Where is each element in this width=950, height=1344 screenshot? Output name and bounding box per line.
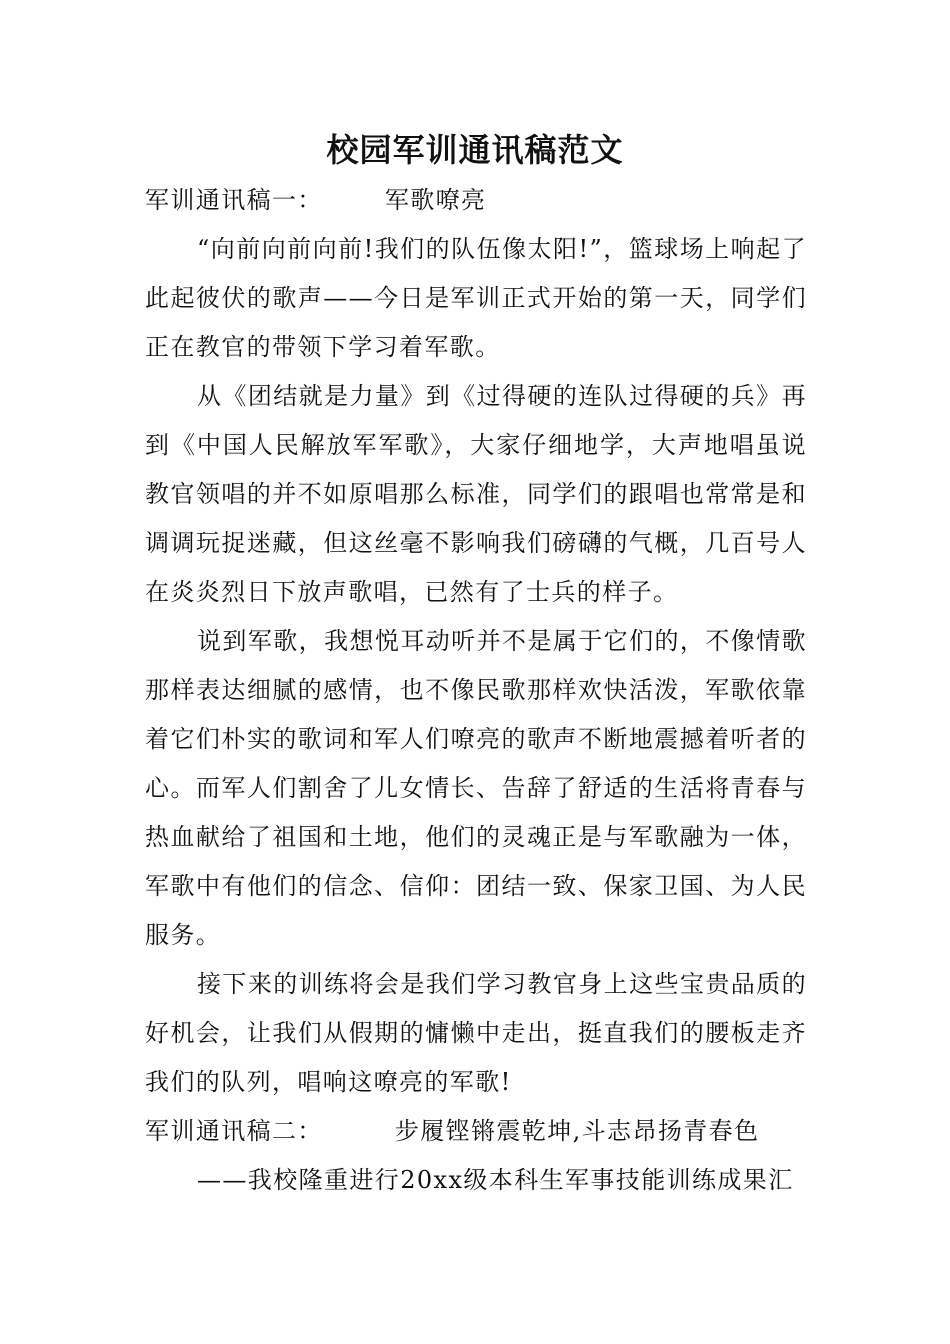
section-two-title: 步履铿锵震乾坤,斗志昂扬青春色 [394, 1117, 760, 1145]
section-one-title: 军歌嘹亮 [384, 186, 487, 214]
document-body [145, 176, 807, 1205]
section-two-subtitle: ——我校隆重进行20xx级本科生军事技能训练成果汇 [197, 1166, 794, 1194]
paragraph-2: 从《团结就是力量》到《过得硬的连队过得硬的兵》再到《中国人民解放军军歌》，大家仔细地学，大声地唱虽说教官领唱的并不如原唱那么标准，同学们的跟唱也常常是和调调玩捉迷藏，但这丝毫不影响我们磅礴的气概，几百号人在炎炎烈日下放声歌唱，已然有了士兵的样子。 [145, 382, 807, 606]
document-title: 校园军训通讯稿范文 [326, 131, 624, 169]
paragraph-1: “向前向前向前!我们的队伍像太阳!”，篮球场上响起了此起彼伏的歌声——今日是军训正式开始的第一天，同学们正在教官的带领下学习着军歌。 [145, 235, 807, 361]
section-two-heading-line [145, 1107, 807, 1156]
section-one-label: 军训通讯稿一： [145, 186, 323, 214]
section-one-heading-line [145, 176, 807, 225]
paragraph-4: 接下来的训练将会是我们学习教官身上这些宝贵品质的好机会，让我们从假期的慵懒中走出，挺直我们的腰板走齐我们的队列，唱响这嘹亮的军歌! [145, 970, 807, 1096]
paragraph-3: 说到军歌，我想悦耳动听并不是属于它们的，不像情歌那样表达细腻的感情，也不像民歌那样欢快活泼，军歌依靠着它们朴实的歌词和军人们嘹亮的歌声不断地震撼着听者的心。而军人们割舍了儿女情长、告辞了舒适的生活将青春与热血献给了祖国和土地，他们的灵魂正是与军歌融为一体，军歌中有他们的信念、信仰：团结一致、保家卫国、为人民服务。 [145, 627, 807, 949]
section-two-label: 军训通讯稿二： [145, 1117, 323, 1145]
